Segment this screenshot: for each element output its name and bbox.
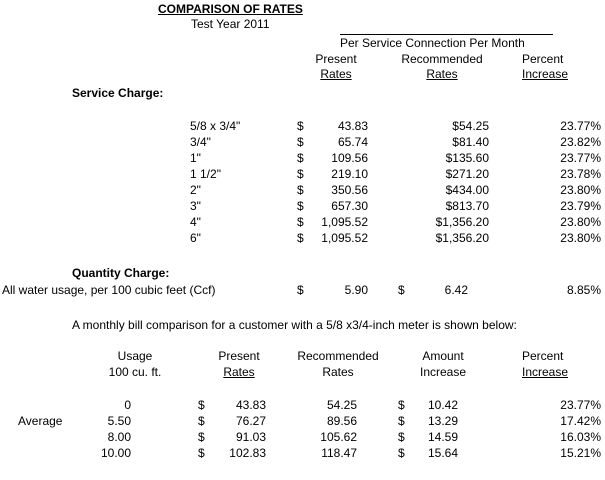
bill-percent-header-increase: Increase [522, 365, 569, 379]
bill-present: 91.03 [235, 430, 266, 444]
amount-increase: 14.59 [427, 430, 458, 444]
percent-increase: 15.21% [560, 446, 601, 460]
recommended-rate: $81.40 [452, 135, 489, 149]
dollar-sign: $ [198, 430, 205, 444]
bill-recommended: 89.56 [326, 414, 357, 428]
amount-increase: 10.42 [427, 398, 458, 412]
quantity-recommended-rate: 6.42 [444, 283, 468, 297]
quantity-charge-description: All water usage, per 100 cubic feet (Ccf) [2, 283, 216, 297]
recommended-rate: $434.00 [445, 183, 489, 197]
row-label: Average [18, 414, 63, 428]
amount-increase: 13.29 [427, 414, 458, 428]
quantity-charge-label: Quantity Charge: [72, 266, 170, 280]
bill-recommended-header: Recommended [297, 349, 379, 363]
recommended-header: Recommended [401, 52, 483, 66]
present-rate: 657.30 [331, 199, 368, 213]
percent-increase: 23.77% [560, 151, 601, 165]
bill-present-header: Present [218, 349, 260, 363]
amount-header: Amount [422, 349, 464, 363]
service-charge-label: Service Charge: [72, 86, 164, 100]
page-subtitle: Test Year 2011 [191, 17, 270, 31]
bill-recommended-header-rates: Rates [322, 365, 354, 379]
present-rate: 1,095.52 [321, 231, 368, 245]
dollar-sign: $ [398, 398, 405, 412]
bill-comparison-intro: A monthly bill comparison for a customer with a 5/8 x3/4-inch meter is shown below: [72, 318, 517, 332]
amount-header-increase: Increase [419, 365, 467, 379]
recommended-rate: $271.20 [445, 167, 489, 181]
recommended-header-rates: Rates [426, 67, 458, 81]
dollar-sign: $ [198, 398, 205, 412]
percent-increase: 23.78% [560, 167, 601, 181]
present-rate: 43.83 [337, 119, 368, 133]
percent-increase: 16.03% [560, 430, 601, 444]
usage-value: 0 [124, 398, 131, 412]
percent-increase: 23.77% [560, 398, 601, 412]
percent-increase: 23.80% [560, 183, 601, 197]
amount-increase: 15.64 [427, 446, 458, 460]
meter-size: 2" [190, 183, 201, 197]
page-title: COMPARISON OF RATES [158, 2, 303, 16]
meter-size: 3" [190, 199, 201, 213]
per-service-header: Per Service Connection Per Month [340, 36, 525, 50]
quantity-dollar-present: $ [297, 283, 304, 297]
bill-recommended: 105.62 [320, 430, 357, 444]
percent-header-increase: Increase [522, 67, 569, 81]
present-rate: 1,095.52 [321, 215, 368, 229]
recommended-rate: $135.60 [445, 151, 489, 165]
percent-increase: 23.80% [560, 231, 601, 245]
quantity-dollar-recommended: $ [398, 283, 405, 297]
dollar-sign: $ [297, 167, 304, 181]
dollar-sign: $ [297, 151, 304, 165]
bill-percent-header: Percent [522, 349, 564, 363]
present-rate: 219.10 [331, 167, 368, 181]
dollar-sign: $ [398, 446, 405, 460]
usage-value: 8.00 [107, 430, 131, 444]
percent-increase: 23.82% [560, 135, 601, 149]
recommended-rate: $54.25 [452, 119, 489, 133]
percent-increase: 23.79% [560, 199, 601, 213]
bill-recommended: 54.25 [326, 398, 357, 412]
bill-present: 76.27 [235, 414, 266, 428]
present-header: Present [315, 52, 357, 66]
meter-size: 5/8 x 3/4" [190, 119, 241, 133]
dollar-sign: $ [297, 231, 304, 245]
bill-recommended: 118.47 [321, 446, 357, 460]
usage-value: 10.00 [100, 446, 131, 460]
dollar-sign: $ [297, 119, 304, 133]
bill-present: 102.83 [229, 446, 266, 460]
meter-size: 4" [190, 215, 201, 229]
recommended-rate: $1,356.20 [435, 215, 489, 229]
header-overline [340, 34, 553, 35]
dollar-sign: $ [398, 414, 405, 428]
present-header-rates: Rates [320, 67, 352, 81]
percent-increase: 17.42% [560, 414, 601, 428]
dollar-sign: $ [297, 183, 304, 197]
dollar-sign: $ [297, 135, 304, 149]
dollar-sign: $ [198, 414, 205, 428]
recommended-rate: $813.70 [445, 199, 489, 213]
present-rate: 109.56 [331, 151, 368, 165]
percent-increase: 23.80% [560, 215, 601, 229]
quantity-increase: 8.85% [566, 283, 601, 297]
percent-increase: 23.77% [560, 119, 601, 133]
usage-value: 5.50 [107, 414, 131, 428]
dollar-sign: $ [297, 215, 304, 229]
present-rate: 65.74 [337, 135, 368, 149]
meter-size: 6" [190, 231, 201, 245]
percent-header: Percent [522, 52, 564, 66]
bill-present: 43.83 [235, 398, 266, 412]
bill-present-header-rates: Rates [223, 365, 255, 379]
meter-size: 1" [190, 151, 201, 165]
dollar-sign: $ [198, 446, 205, 460]
meter-size: 3/4" [190, 135, 211, 149]
quantity-present-rate: 5.90 [344, 283, 368, 297]
usage-header: Usage [117, 349, 153, 363]
dollar-sign: $ [398, 430, 405, 444]
meter-size: 1 1/2" [190, 167, 221, 181]
usage-header-unit: 100 cu. ft. [108, 365, 162, 379]
present-rate: 350.56 [331, 183, 368, 197]
dollar-sign: $ [297, 199, 304, 213]
recommended-rate: $1,356.20 [435, 231, 489, 245]
